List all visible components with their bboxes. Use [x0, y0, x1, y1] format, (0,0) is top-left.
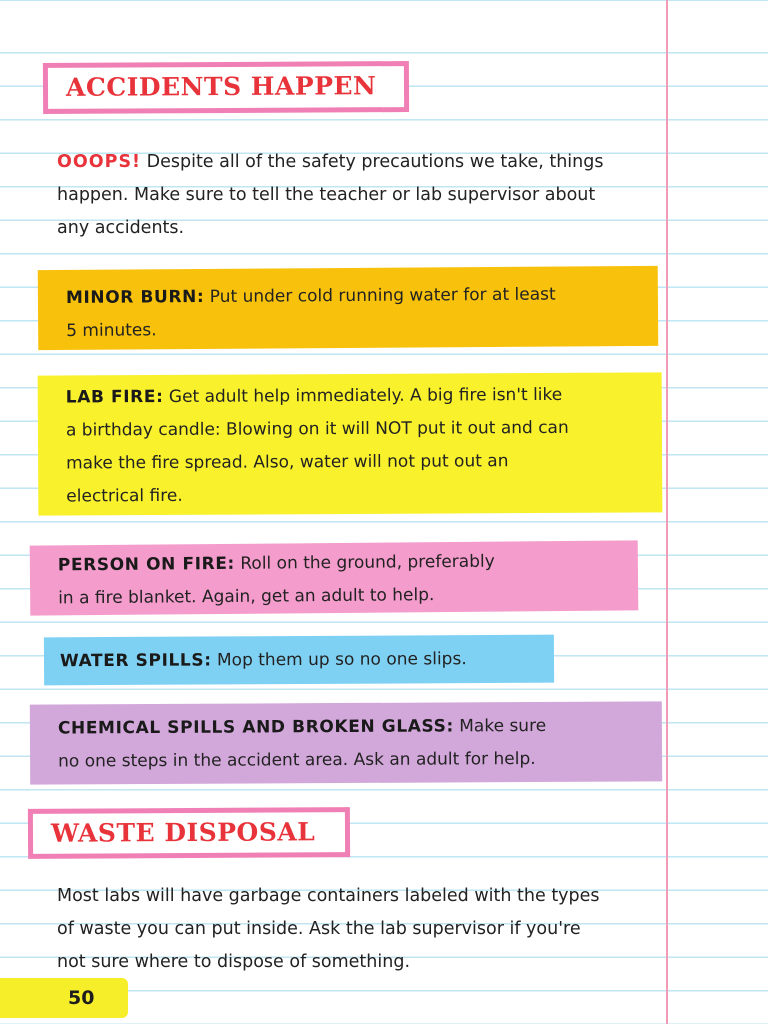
tip-label: LAB FIRE: — [65, 386, 164, 408]
ooops-lead: OOOPS! — [57, 152, 142, 172]
tip-text: Put under cold running water for at least — [204, 284, 556, 308]
tip-chemical-spills — [30, 701, 662, 784]
tip-line — [60, 643, 554, 679]
tip-text: Roll on the ground, preferably — [234, 551, 495, 574]
tip-person-on-fire — [30, 540, 639, 615]
tip-label: MINOR BURN: — [65, 287, 205, 308]
waste-line: not sure where to dispose of something. — [57, 952, 411, 972]
section-title-text: ACCIDENTS HAPPEN — [65, 71, 377, 102]
section-title-accidents — [43, 61, 409, 114]
tip-line: in a fire blanket. Again, get an adult to help. — [58, 585, 435, 609]
intro-line: any accidents. — [57, 218, 185, 238]
page-number — [0, 978, 128, 1018]
tip-label: PERSON ON FIRE: — [57, 553, 236, 576]
tip-water-spills — [44, 635, 554, 686]
tip-minor-burn — [38, 266, 659, 350]
tip-text: Get adult help immediately. A big fire isn't like — [163, 384, 563, 407]
tip-text: Make sure — [453, 715, 547, 737]
page-number-text: 50 — [68, 987, 95, 1009]
waste-paragraph — [57, 880, 667, 979]
tip-line — [58, 709, 662, 745]
section-title-waste — [28, 807, 350, 859]
intro-line — [57, 146, 667, 179]
waste-line: of waste you can put inside. Ask the lab supervisor if you're — [57, 919, 581, 939]
tip-line: a birthday candle: Blowing on it will NOT put it out and can — [65, 417, 569, 441]
tip-lab-fire — [38, 372, 663, 515]
tip-line: electrical fire. — [66, 485, 183, 507]
intro-line: happen. Make sure to tell the teacher or lab supervisor about — [57, 185, 596, 205]
tip-line: 5 minutes. — [66, 320, 157, 341]
waste-line: Most labs will have garbage containers labeled with the types — [57, 886, 600, 906]
tip-line — [66, 278, 658, 315]
tip-line: make the fire spread. Also, water will not put out an — [66, 451, 509, 474]
tip-label: CHEMICAL SPILLS AND BROKEN GLASS: — [57, 716, 454, 739]
intro-paragraph — [57, 146, 667, 245]
intro-text: Despite all of the safety precautions we take, things — [141, 152, 604, 172]
tip-text: Mop them up so no one slips. — [211, 649, 467, 671]
tip-line — [58, 544, 638, 582]
section-title-text: WASTE DISPOSAL — [50, 817, 316, 848]
tip-line: no one steps in the accident area. Ask an adult for help. — [58, 749, 536, 772]
tip-line — [66, 378, 662, 414]
tip-label: WATER SPILLS: — [59, 650, 212, 672]
